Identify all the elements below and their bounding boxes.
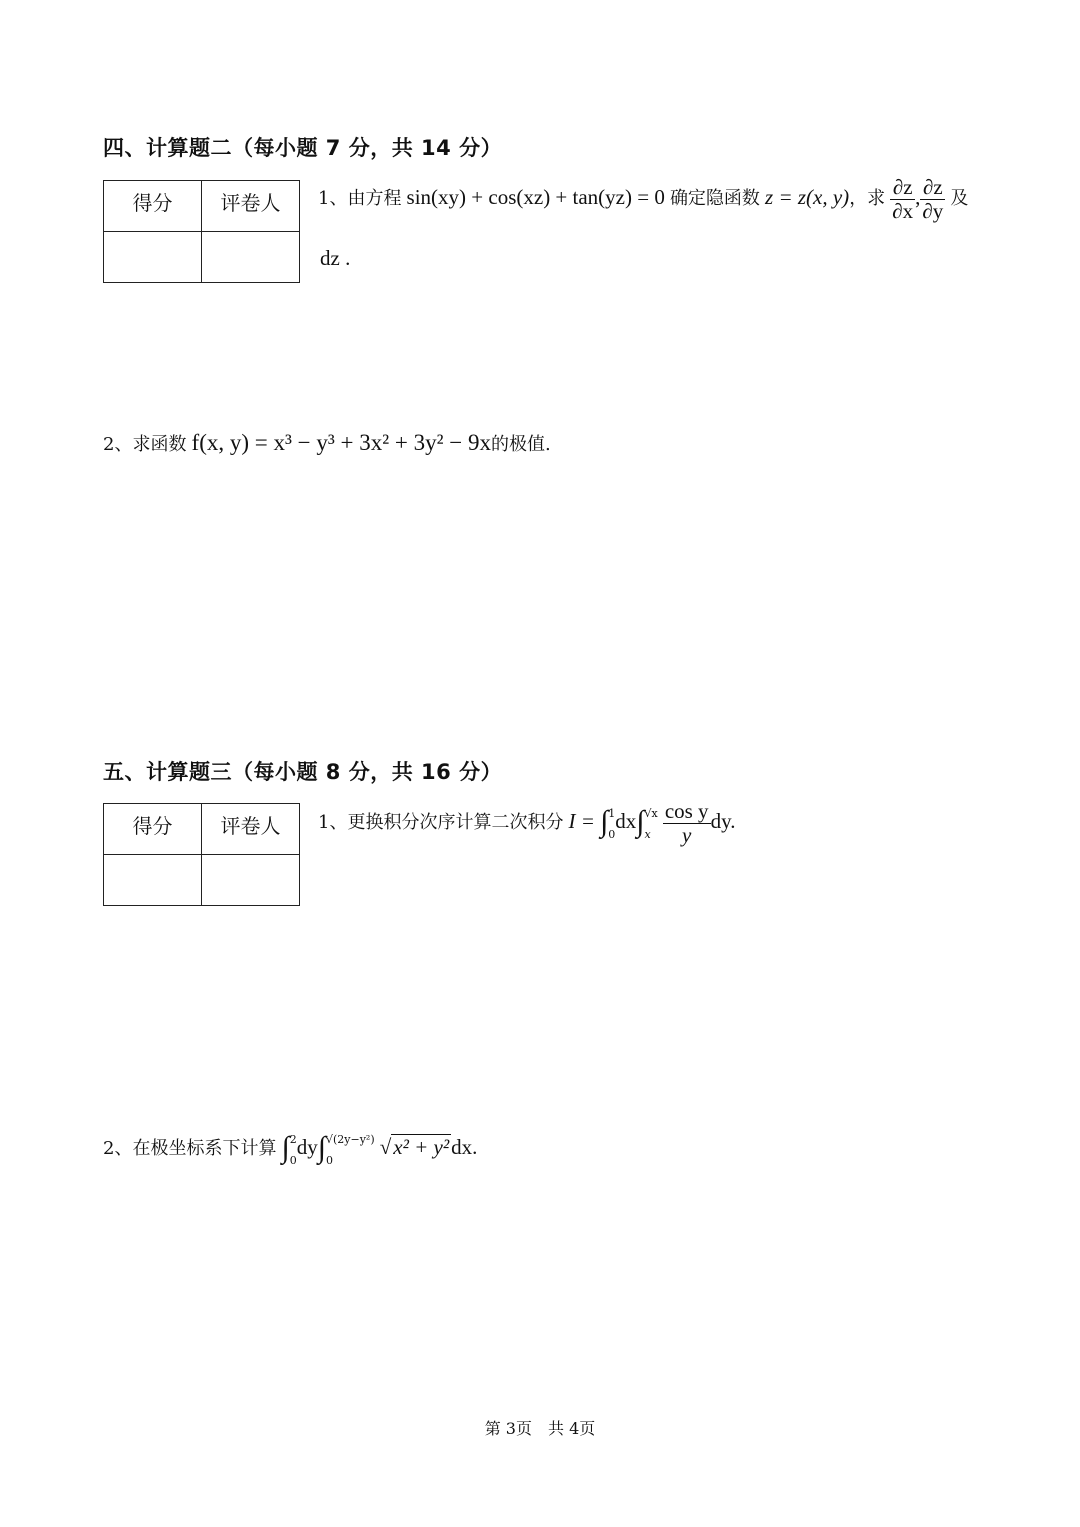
dy: dy. (710, 809, 736, 834)
question-4-2 (103, 430, 551, 456)
q-prefix: 1、由方程 (318, 188, 402, 210)
q-ask: ，求 (849, 188, 886, 210)
lhs: I = (568, 809, 595, 834)
dz-text: dz . (320, 246, 351, 270)
section-4-title: 四、计算题二（每小题 7 分，共 14 分） (103, 136, 503, 160)
integral-sign: ∫ (281, 1131, 290, 1164)
integral-sign: ∫ (636, 805, 645, 839)
integral-limits: √(2y−y²) 0 (325, 1132, 375, 1167)
reviewer-cell[interactable] (202, 232, 300, 283)
reviewer-cell[interactable] (202, 855, 300, 906)
q-prefix: 1、更换积分次序计算二次积分 (318, 812, 564, 834)
integral-sign: ∫ (317, 1131, 326, 1164)
partial-fraction-x: $\frac{\partial z}{\partial x}$ (892, 175, 914, 224)
dx: dx (615, 809, 637, 834)
q-prefix: 2、求函数 (103, 434, 187, 455)
q-mid: 确定隐函数 (669, 188, 760, 210)
integral-limits: 1 0 (608, 806, 616, 841)
dy: dy (296, 1135, 318, 1159)
score-header: 得分 (104, 804, 202, 855)
score-cell[interactable] (104, 855, 202, 906)
dx: dx. (451, 1135, 478, 1159)
score-header: 得分 (104, 181, 202, 232)
q-suffix: 的极值. (490, 434, 551, 455)
integrand-fraction: $\frac{\text{cos y}}{y}$ (664, 799, 709, 848)
score-cell[interactable] (104, 232, 202, 283)
q-and: 及 (950, 188, 969, 210)
reviewer-header: 评卷人 (202, 181, 300, 232)
function-expression: f(x, y) = x³ − y³ + 3x² + 3y² − 9x (191, 430, 491, 455)
implicit-function: z = z(x, y) (765, 185, 850, 210)
section-5-title: 五、计算题三（每小题 8 分，共 16 分） (103, 760, 503, 784)
score-table-5 (103, 803, 300, 906)
page-footer: 第 3页 共 4页 (484, 1419, 596, 1438)
question-5-2 (103, 1128, 477, 1166)
reviewer-header: 评卷人 (202, 804, 300, 855)
sqrt-integrand: √x² + y² (379, 1135, 450, 1159)
question-4-1: 1、由方程 sin(xy) + cos(xz) + tan(yz) = 0 确定隐函数 z = z(x, y)，求 $\frac{\partial z}{\partial x}$ , $\frac{\partial z}{\partial y}$ 及 (318, 175, 969, 224)
integral-sign: ∫ (600, 805, 609, 839)
integral-limits: 2 0 (289, 1132, 297, 1167)
score-table-4 (103, 180, 300, 283)
equation: sin(xy) + cos(xz) + tan(yz) = 0 (406, 185, 665, 210)
q-prefix: 2、在极坐标系下计算 (103, 1138, 277, 1159)
integral-limits: √x x (644, 806, 658, 841)
partial-fraction-y: $\frac{\partial z}{\partial y}$ (922, 175, 944, 224)
question-5-1 (318, 800, 735, 847)
